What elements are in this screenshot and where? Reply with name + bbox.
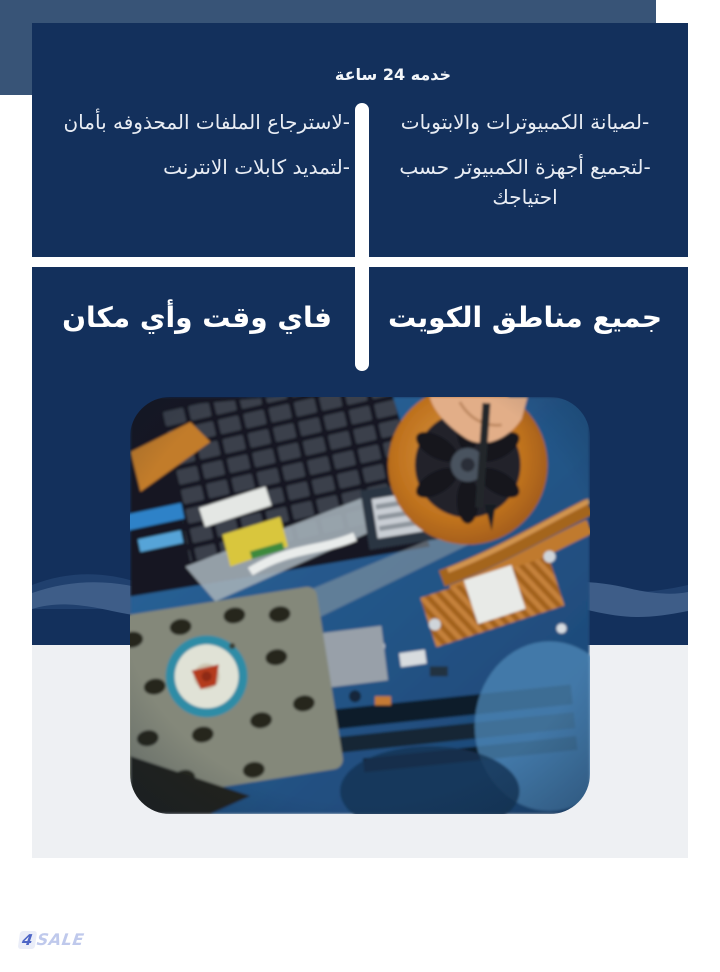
service-item-recovery: -لاسترجاع الملفات المحذوفه بأمان bbox=[63, 110, 350, 134]
service-24h-badge: خدمه 24 ساعة bbox=[334, 65, 452, 84]
services-column-left bbox=[44, 107, 350, 197]
vertical-divider bbox=[355, 103, 369, 371]
laptop-repair-photo bbox=[130, 397, 590, 814]
coverage-anytime-text: فاي وقت وأي مكان bbox=[62, 301, 332, 334]
service-item-maintenance: -لصيانة الكمبيوترات والابتوبات bbox=[400, 110, 650, 134]
service-item-cables: -لتمديد كابلات الانترنت bbox=[163, 155, 350, 179]
service-item-assembly: -لتجميع أجهزة الكمبيوتر حسب احتياجك bbox=[399, 155, 651, 209]
services-column-right bbox=[366, 107, 684, 227]
coverage-areas-text: جميع مناطق الكويت bbox=[388, 301, 662, 334]
4sale-watermark-logo bbox=[18, 930, 86, 949]
motherboard-illustration bbox=[130, 397, 590, 814]
4sale-logo-text: SALE bbox=[35, 930, 86, 949]
4sale-logo-icon: 4 bbox=[18, 931, 38, 949]
